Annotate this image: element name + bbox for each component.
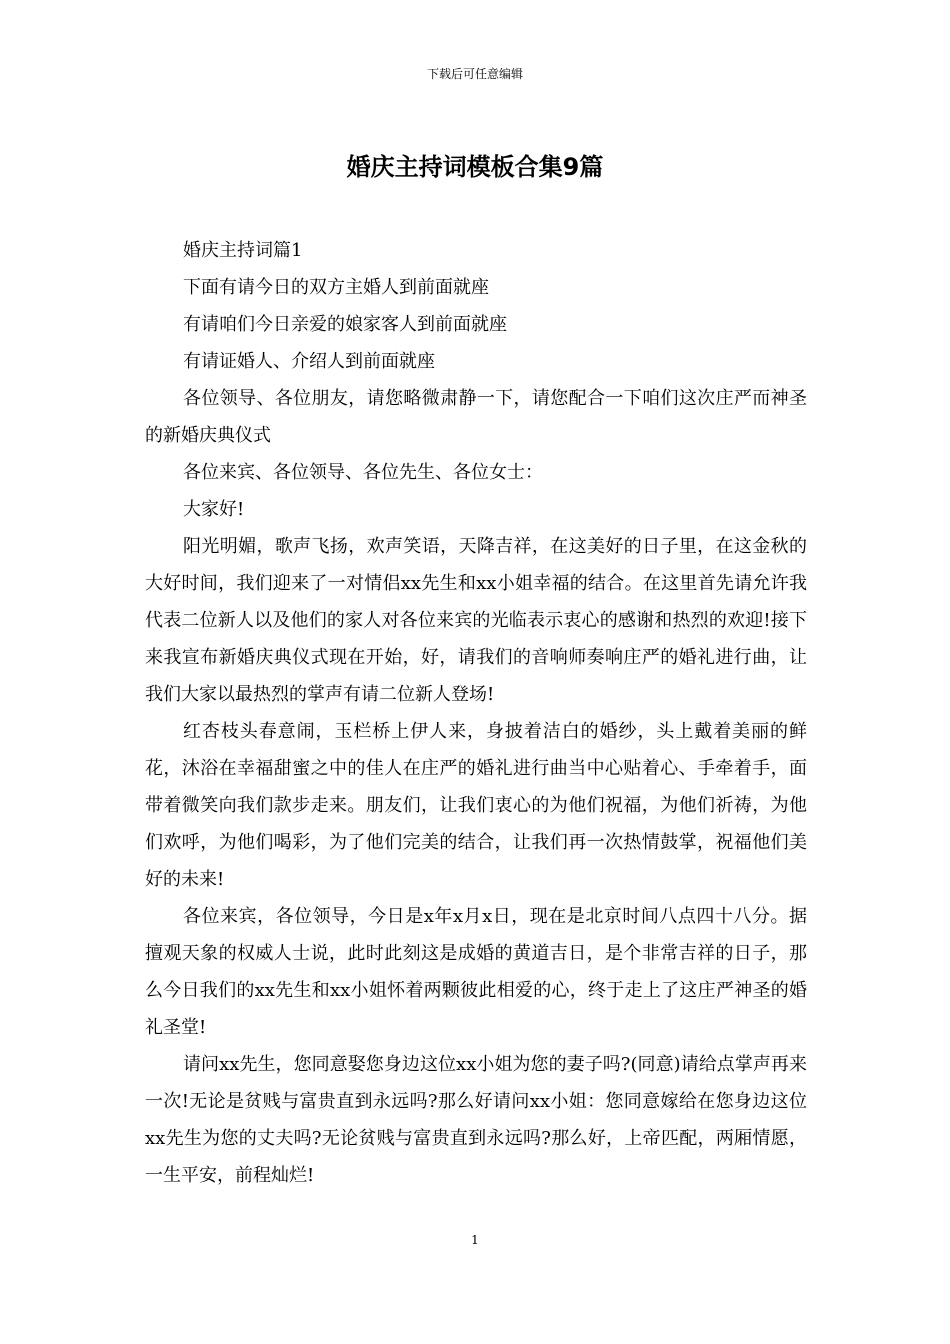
paragraph: 婚庆主持词篇1 [183,240,303,261]
paragraph: 大家好! [183,499,245,520]
paragraph: 各位领导、各位朋友，请您略微肃静一下，请您配合一下咱们这次庄严而神圣的新婚庆典仪式 [145,388,807,446]
paragraph: 有请咱们今日亲爱的娘家客人到前面就座 [183,314,507,335]
paragraph: 红杏枝头春意闹，玉栏桥上伊人来，身披着洁白的婚纱，头上戴着美丽的鲜花，沐浴在幸福甜蜜之中的佳人在庄严的婚礼进行曲当中心贴着心、手牵着手，面带着微笑向我们款步走来。朋友们，让我们衷心的为他们祝福，为他们祈祷，为他们欢呼，为他们喝彩，为了他们完美的结合，让我们再一次热情鼓掌，祝福他们美好的未来! [145,721,807,890]
document-body [145,232,807,1194]
paragraph: 有请证婚人、介绍人到前面就座 [183,351,435,372]
paragraph: 阳光明媚，歌声飞扬，欢声笑语，天降吉祥，在这美好的日子里，在这金秋的大好时间，我们迎来了一对情侣xx先生和xx小姐幸福的结合。在这里首先请允许我代表二位新人以及他们的家人对各位来宾的光临表示衷心的感谢和热烈的欢迎!接下来我宣布新婚庆典仪式现在开始，好，请我们的音响师奏响庄严的婚礼进行曲，让我们大家以最热烈的掌声有请二位新人登场! [145,536,807,705]
paragraph: 下面有请今日的双方主婚人到前面就座 [183,277,489,298]
paragraph: 请问xx先生，您同意娶您身边这位xx小姐为您的妻子吗?(同意)请给点掌声再来一次!无论是贫贱与富贵直到永远吗?那么好请问xx小姐：您同意嫁给在您身边这位xx先生为您的丈夫吗?无论贫贱与富贵直到永远吗?那么好，上帝匹配，两厢情愿，一生平安，前程灿烂! [145,1054,807,1186]
page-number: 1 [471,1233,479,1247]
paragraph: 各位来宾，各位领导，今日是x年x月x日，现在是北京时间八点四十八分。据擅观天象的权威人士说，此时此刻这是成婚的黄道吉日，是个非常吉祥的日子，那么今日我们的xx先生和xx小姐怀着两颗彼此相爱的心，终于走上了这庄严神圣的婚礼圣堂! [145,906,807,1038]
document-title: 婚庆主持词模板合集9篇 [346,153,604,181]
paragraph: 各位来宾、各位领导、各位先生、各位女士： [183,462,543,483]
page-header-note: 下载后可任意编辑 [426,67,523,81]
